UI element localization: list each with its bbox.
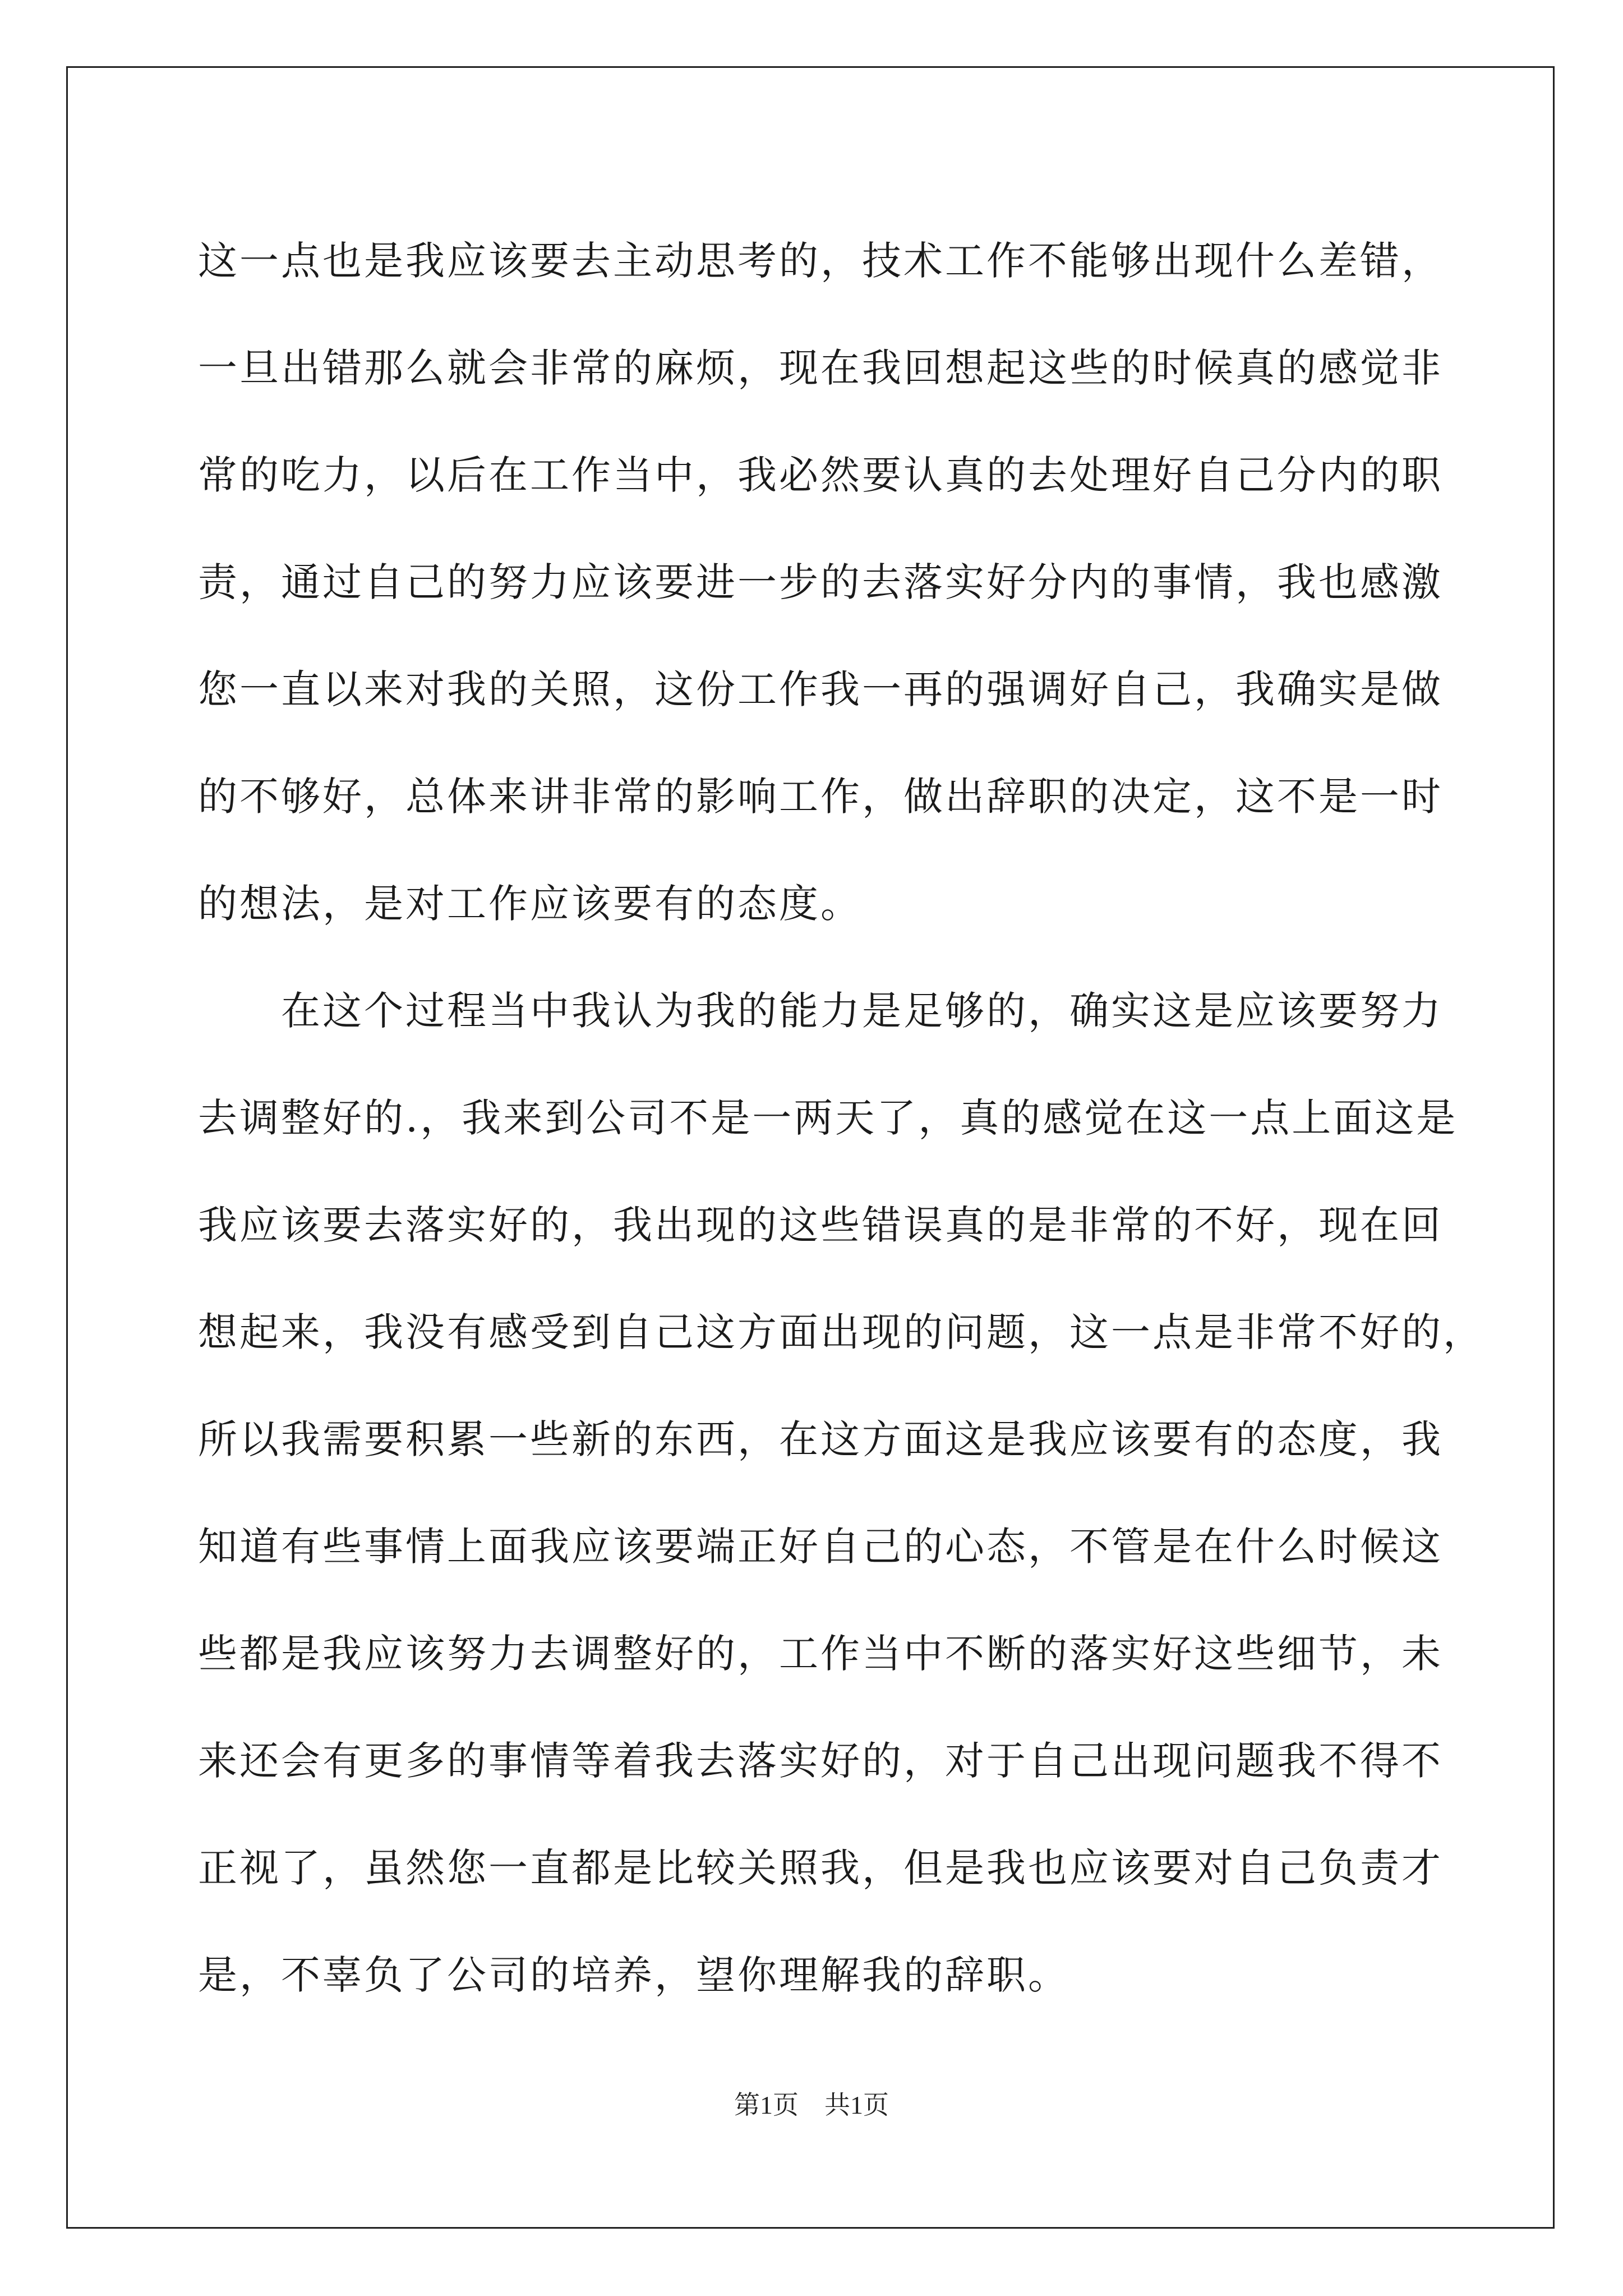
text-line: 常的吃力，以后在工作当中，我必然要认真的去处理好自己分内的职 — [198, 452, 1443, 498]
text-line: 知道有些事情上面我应该要端正好自己的心态，不管是在什么时候这 — [198, 1524, 1443, 1570]
text-line: 正视了，虽然您一直都是比较关照我，但是我也应该要对自己负责才 — [198, 1845, 1443, 1891]
text-line: 些都是我应该努力去调整好的，工作当中不断的落实好这些细节，未 — [198, 1631, 1443, 1677]
text-line: 来还会有更多的事情等着我去落实好的，对于自己出现问题我不得不 — [198, 1738, 1443, 1784]
page-number-footer: 第1页 共1页 — [734, 2091, 889, 2119]
text-line: 想起来，我没有感受到自己这方面出现的问题，这一点是非常不好的， — [198, 1309, 1484, 1355]
text-line-indented: 在这个过程当中我认为我的能力是足够的，确实这是应该要努力 — [281, 988, 1443, 1034]
paragraph-1 — [198, 208, 1443, 958]
document-body — [198, 208, 1484, 2136]
text-line: 所以我需要积累一些新的东西，在这方面这是我应该要有的态度，我 — [198, 1416, 1443, 1462]
paragraph-2 — [198, 958, 1484, 2136]
text-line: 责，通过自己的努力应该要进一步的去落实好分内的事情，我也感激 — [198, 559, 1443, 605]
text-line: 去调整好的.，我来到公司不是一两天了，真的感觉在这一点上面这是 — [198, 1095, 1458, 1141]
text-line: 的不够好，总体来讲非常的影响工作，做出辞职的决定，这不是一时 — [198, 774, 1443, 820]
text-line: 的想法，是对工作应该要有的态度。 — [198, 881, 862, 927]
text-line: 这一点也是我应该要去主动思考的，技术工作不能够出现什么差错， — [198, 238, 1443, 284]
text-line: 一旦出错那么就会非常的麻烦，现在我回想起这些的时候真的感觉非 — [198, 345, 1443, 391]
text-line: 您一直以来对我的关照，这份工作我一再的强调好自己，我确实是做 — [198, 666, 1443, 712]
text-line: 是，不辜负了公司的培养，望你理解我的辞职。 — [198, 1952, 1069, 1998]
text-line: 我应该要去落实好的，我出现的这些错误真的是非常的不好，现在回 — [198, 1202, 1443, 1248]
